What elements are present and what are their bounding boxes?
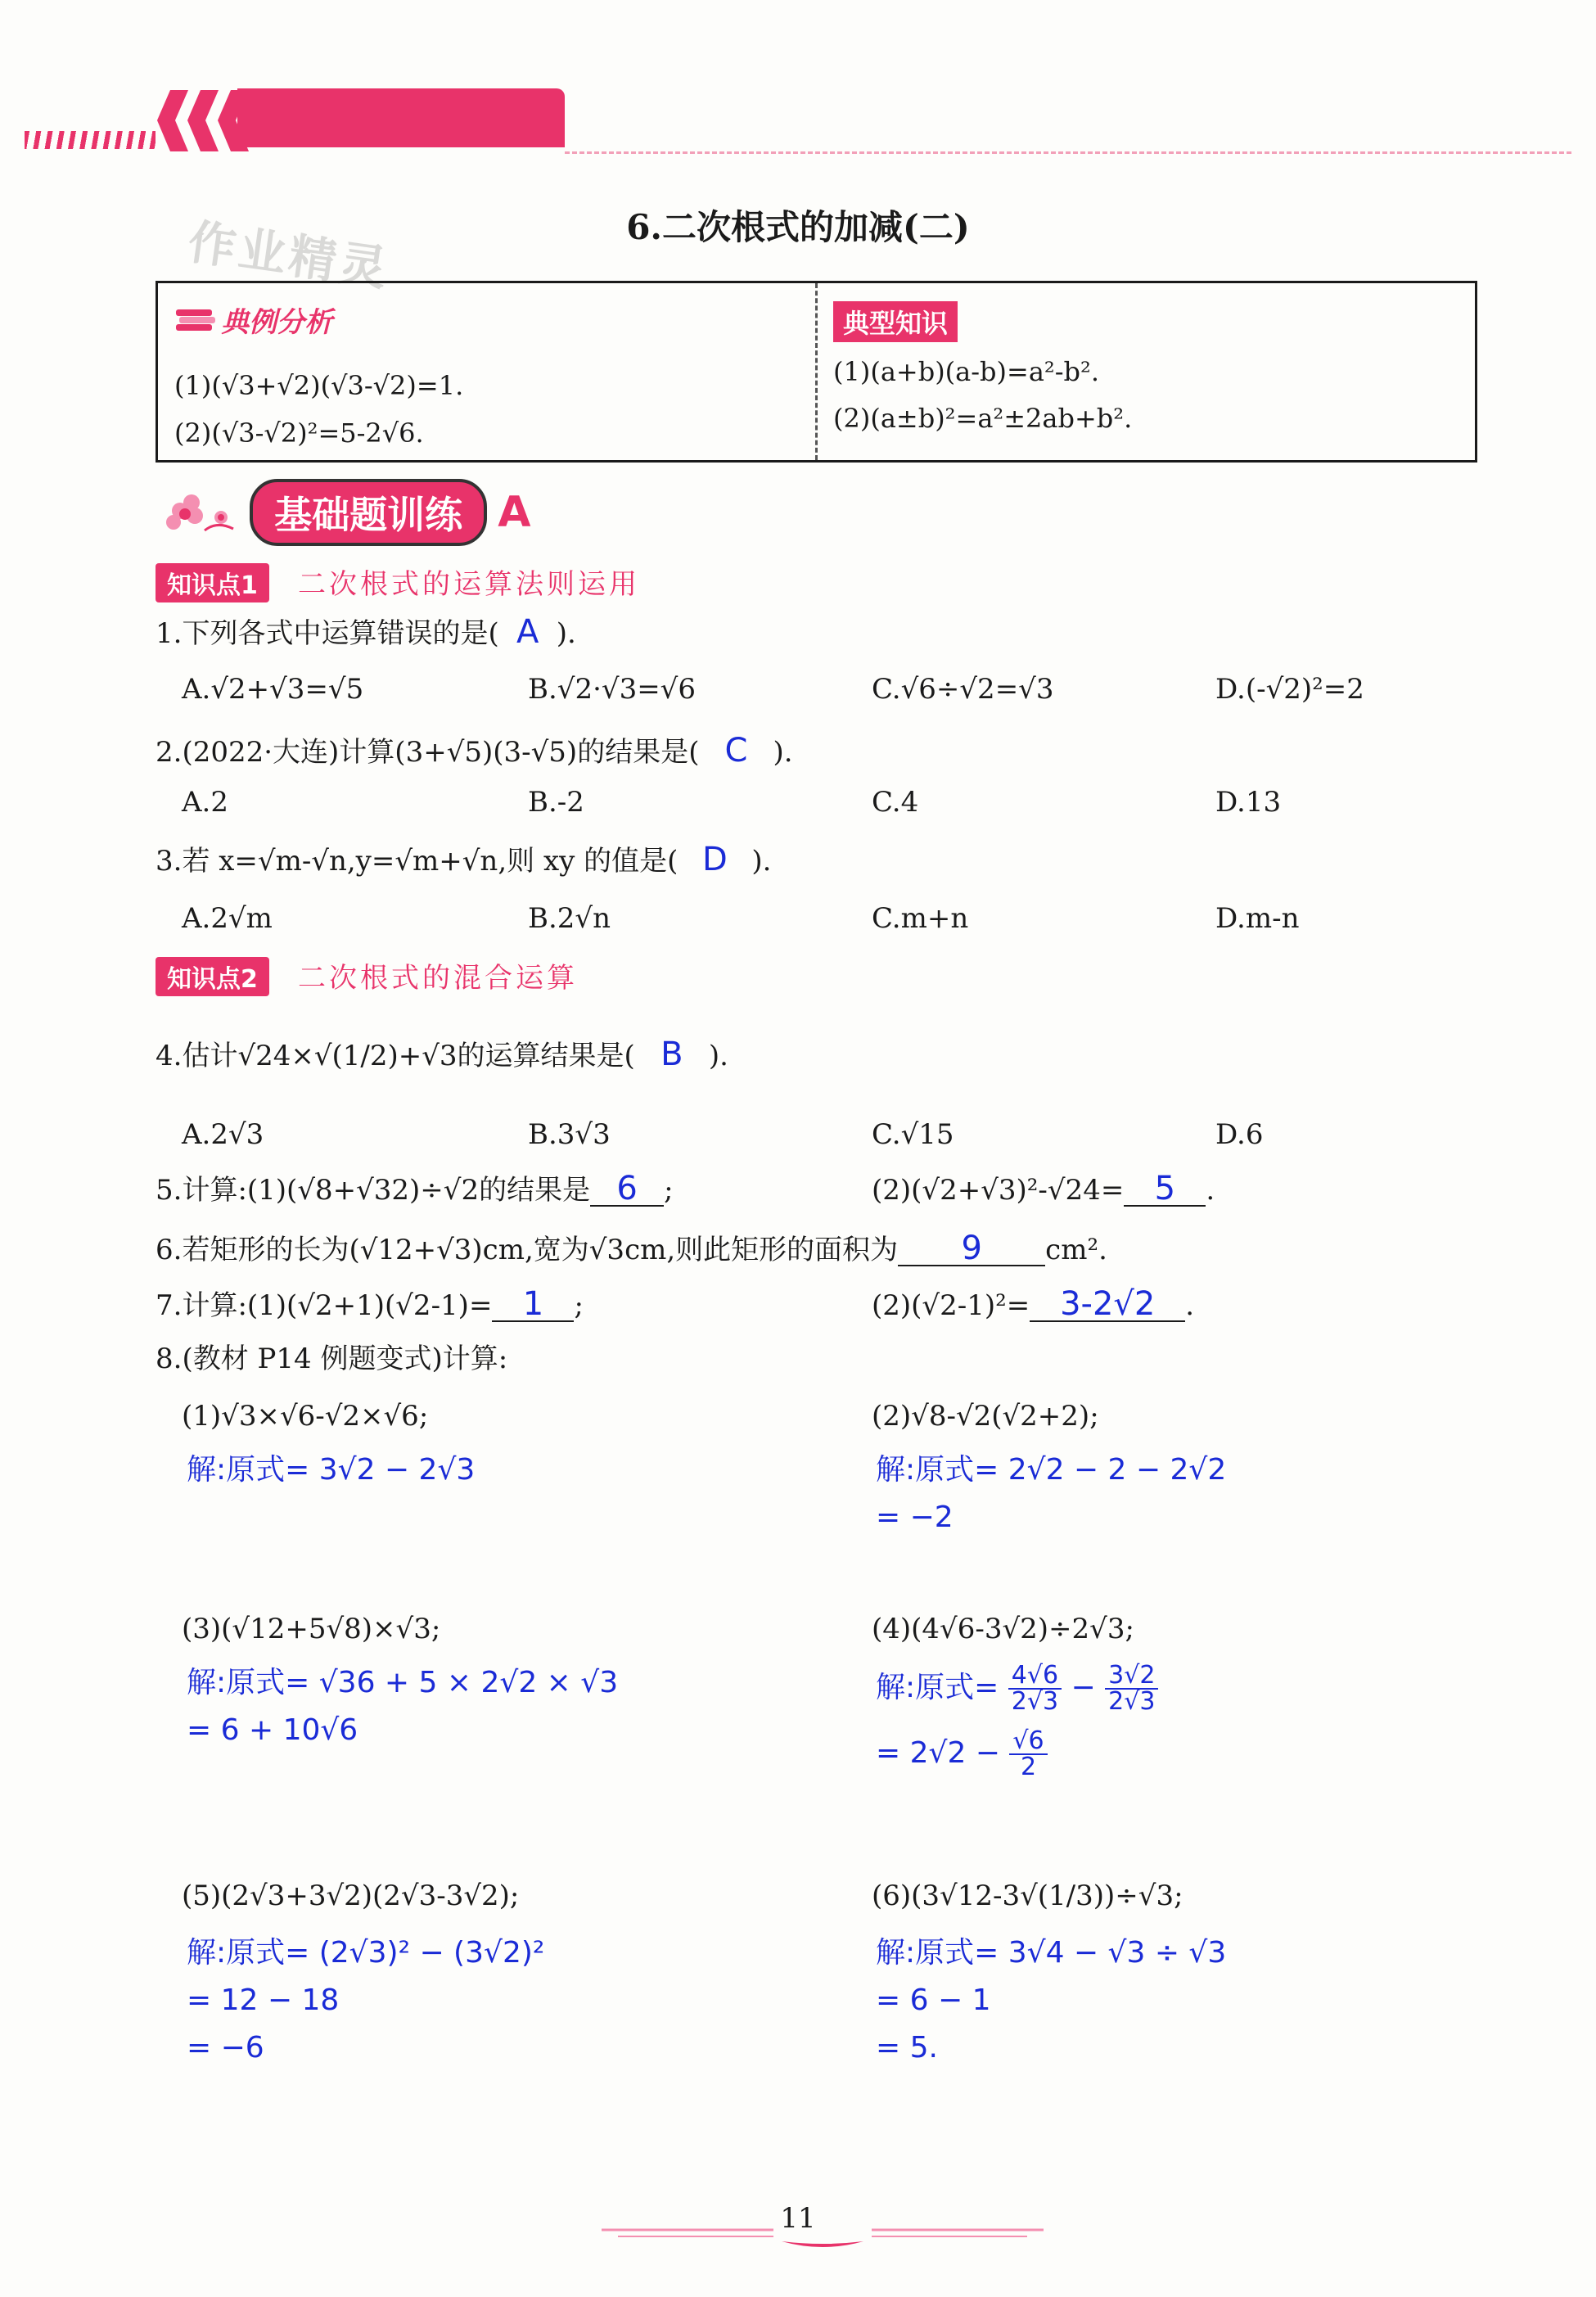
q8-part-3-question: (3)(√12+5√8)×√3; <box>182 1613 441 1645</box>
watermark-logo: 作业精灵 <box>184 214 394 297</box>
knowledge-point-2 <box>156 955 578 996</box>
q8-part-6-solution-line-1: 解:原式= 3√4 − √3 ÷ √3 <box>876 1936 1227 1970</box>
question-5-part-2-stem: (2)(√2+√3)²-√24= <box>872 1174 1125 1207</box>
question-7-part-1-stem: 7.计算:(1)(√2+1)(√2-1)= <box>156 1289 493 1322</box>
q3-option-d: D.m-n <box>1215 902 1300 935</box>
q8-part-3-solution-line-1: 解:原式= √36 + 5 × 2√2 × √3 <box>187 1666 619 1699</box>
q3-option-b: B.2√n <box>528 902 611 935</box>
question-6-unit: cm². <box>1045 1234 1107 1266</box>
section-banner-label: 基础题训练 <box>250 479 487 546</box>
q8-part-2-solution-line-2: = −2 <box>876 1500 954 1534</box>
q1-option-b: B.√2·√3=√6 <box>528 673 696 706</box>
example-left <box>174 300 332 340</box>
question-5-part-1-answer: 6 <box>590 1172 664 1207</box>
q8-part-4-line-2-prefix: = 2√2 − <box>876 1736 1000 1770</box>
q8-part-2-solution-line-1: 解:原式= 2√2 − 2 − 2√2 <box>876 1453 1227 1487</box>
knowledge-point-1-tag: 知识点1 <box>156 563 269 602</box>
question-3-close: ). <box>751 845 772 878</box>
question-1-stem: 1.下列各式中运算错误的是( <box>156 617 499 650</box>
q8-part-4-question: (4)(4√6-3√2)÷2√3; <box>872 1613 1134 1645</box>
example-divider <box>815 283 818 460</box>
question-7-part-2-stem: (2)(√2-1)²= <box>872 1289 1030 1322</box>
question-3-answer: D <box>702 841 728 878</box>
q8-part-6-solution-line-3: = 5. <box>876 2031 938 2065</box>
question-1-close: ). <box>556 617 576 650</box>
question-1-answer: A <box>516 613 539 651</box>
knowledge-point-1 <box>156 562 640 602</box>
question-6-answer: 9 <box>898 1232 1045 1266</box>
q4-option-b: B.3√3 <box>528 1118 611 1151</box>
q2-option-b: B.-2 <box>528 786 584 819</box>
section-banner <box>156 479 530 536</box>
question-7-part-2 <box>872 1285 1195 1323</box>
question-8-stem: 8.(教材 P14 例题变式)计算: <box>156 1343 508 1375</box>
q8-part-4-fraction-3 <box>1009 1726 1047 1781</box>
q4-option-a: A.2√3 <box>182 1118 264 1151</box>
q8-part-5-question: (5)(2√3+3√2)(2√3-3√2); <box>182 1880 520 1912</box>
q8-part-3-solution-line-2: = 6 + 10√6 <box>187 1713 358 1747</box>
question-7-part-1-close: ; <box>574 1289 584 1322</box>
question-4-close: ). <box>708 1040 728 1072</box>
fraction-numerator: 3√2 <box>1105 1663 1158 1690</box>
typical-knowledge-tag: 典型知识 <box>833 301 958 342</box>
fraction-denominator: 2 <box>1020 1753 1037 1781</box>
fraction-numerator: √6 <box>1009 1729 1047 1755</box>
knowledge-point-1-title: 二次根式的运算法则运用 <box>297 568 640 601</box>
example-box <box>156 281 1477 463</box>
header-stripes <box>25 131 156 149</box>
page-number: 11 <box>780 2202 816 2235</box>
fraction-numerator: 4√6 <box>1008 1663 1062 1690</box>
q8-part-2-question: (2)√8-√2(√2+2); <box>872 1400 1099 1433</box>
q4-option-c: C.√15 <box>872 1118 954 1151</box>
section-banner-letter: A <box>498 488 531 537</box>
q1-option-c: C.√6÷√2=√3 <box>872 673 1054 706</box>
question-6-stem: 6.若矩形的长为(√12+√3)cm,宽为√3cm,则此矩形的面积为 <box>156 1234 899 1266</box>
q8-part-4-solution-line-1 <box>876 1655 1158 1721</box>
q8-part-6-solution-line-2: = 6 − 1 <box>876 1983 991 2017</box>
q3-option-c: C.m+n <box>872 902 969 935</box>
question-2-stem: 2.(2022·大连)计算(3+√5)(3-√5)的结果是( <box>156 736 700 769</box>
q2-option-a: A.2 <box>182 786 228 819</box>
fraction-denominator: 2√3 <box>1108 1687 1156 1716</box>
q8-part-4-fraction-1 <box>1008 1663 1062 1714</box>
question-7-part-2-close: . <box>1185 1289 1195 1322</box>
q1-option-d: D.(-√2)²=2 <box>1215 673 1364 706</box>
question-2 <box>156 734 793 769</box>
page-title: 6.二次根式的加减(二) <box>626 207 970 247</box>
q1-option-a: A.√2+√3=√5 <box>182 673 364 706</box>
question-5-part-2-answer: 5 <box>1124 1172 1206 1207</box>
question-5-part-1-close: ; <box>664 1174 674 1207</box>
question-7-part-2-answer: 3-2√2 <box>1030 1288 1185 1322</box>
question-3-stem: 3.若 x=√m-√n,y=√m+√n,则 xy 的值是( <box>156 845 679 878</box>
q2-option-c: C.4 <box>872 786 919 819</box>
example-analysis-tag: 典例分析 <box>221 306 333 339</box>
header-bar <box>237 88 565 147</box>
question-5-part-1-stem: 5.计算:(1)(√8+√32)÷√2的结果是 <box>156 1174 591 1207</box>
q8-part-4-solution-line-2 <box>876 1721 1048 1786</box>
question-6 <box>156 1232 1107 1266</box>
question-7-part-1 <box>156 1285 584 1323</box>
example-left-line-2: (2)(√3-√2)²=5-2√6. <box>174 417 424 449</box>
question-5-part-2 <box>872 1172 1215 1207</box>
question-1 <box>156 613 576 651</box>
question-5-part-2-close: . <box>1206 1174 1215 1207</box>
q4-option-d: D.6 <box>1215 1118 1264 1151</box>
knowledge-point-2-tag: 知识点2 <box>156 957 269 996</box>
fraction-denominator: 2√3 <box>1011 1687 1059 1716</box>
question-4 <box>156 1038 728 1072</box>
question-2-close: ). <box>773 736 793 769</box>
q8-part-5-solution-line-2: = 12 − 18 <box>187 1983 340 2017</box>
example-right-line-2: (2)(a±b)²=a²±2ab+b². <box>833 403 1133 434</box>
minus-sign: − <box>1071 1671 1096 1704</box>
question-4-stem: 4.估计√24×√(1/2)+√3的运算结果是( <box>156 1040 635 1072</box>
q8-part-4-solution-prefix: 解:原式= <box>876 1671 999 1704</box>
question-3 <box>156 843 771 878</box>
example-right-line-1: (1)(a+b)(a-b)=a²-b². <box>833 356 1100 387</box>
q2-option-d: D.13 <box>1215 786 1282 819</box>
knowledge-point-2-title: 二次根式的混合运算 <box>297 962 578 995</box>
books-icon <box>174 306 217 334</box>
question-4-answer: B <box>660 1036 683 1073</box>
example-left-line-1: (1)(√3+√2)(√3-√2)=1. <box>174 370 464 401</box>
question-7-part-1-answer: 1 <box>492 1288 574 1322</box>
q8-part-5-solution-line-3: = −6 <box>187 2031 264 2065</box>
header-dashed-line <box>565 151 1571 154</box>
q8-part-1-solution-line-1: 解:原式= 3√2 − 2√3 <box>187 1453 476 1487</box>
q3-option-a: A.2√m <box>182 902 273 935</box>
flower-icon <box>156 488 246 537</box>
q8-part-5-solution-line-1: 解:原式= (2√3)² − (3√2)² <box>187 1936 545 1970</box>
q8-part-6-question: (6)(3√12-3√(1/3))÷√3; <box>872 1880 1183 1912</box>
q8-part-1-question: (1)√3×√6-√2×√6; <box>182 1400 429 1433</box>
q8-part-4-fraction-2 <box>1105 1663 1158 1714</box>
question-2-answer: C <box>724 732 748 769</box>
question-5-part-1 <box>156 1172 674 1207</box>
